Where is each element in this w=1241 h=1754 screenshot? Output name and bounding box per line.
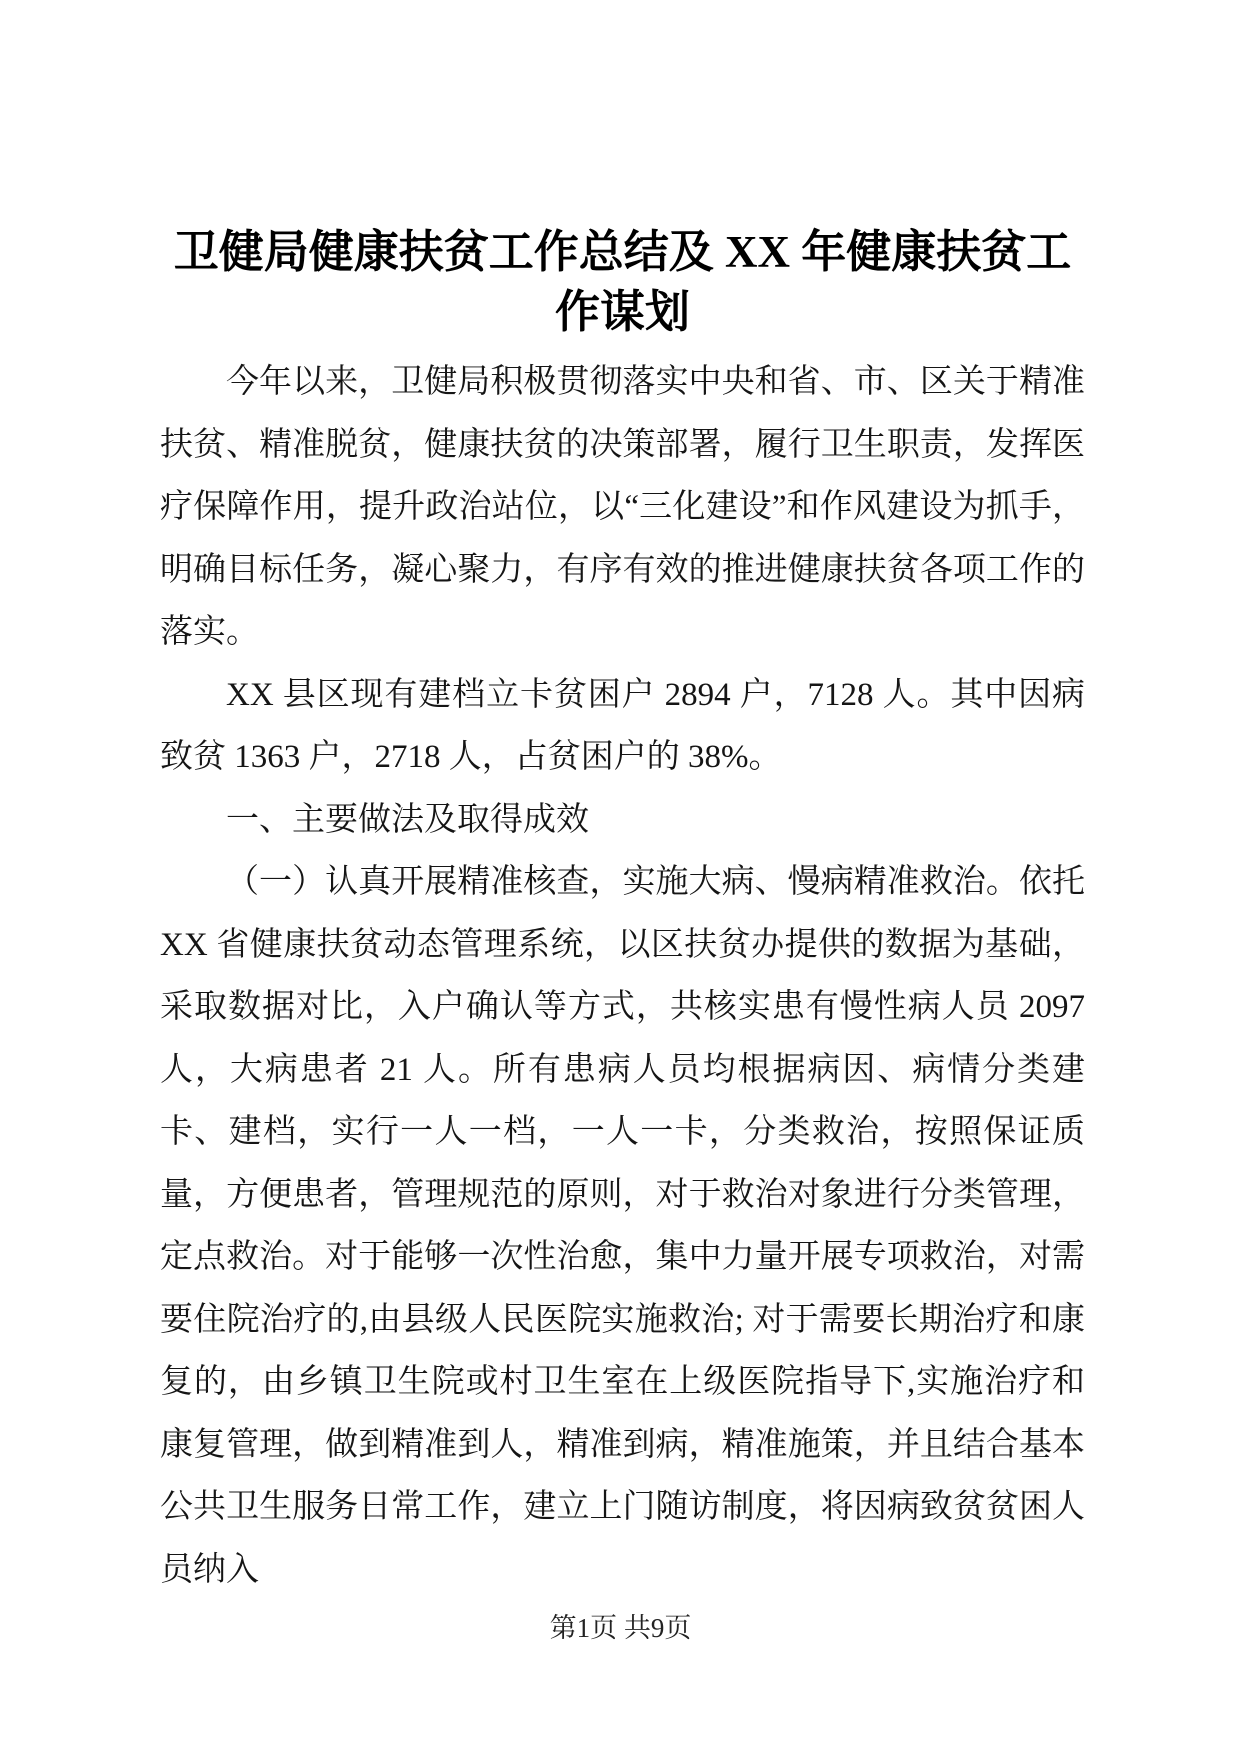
page-number-footer: 第1页 共9页: [549, 1613, 692, 1643]
body-paragraph-statistics: XX 县区现有建档立卡贫困户 2894 户，7128 人。其中因病致贫 1363 户，2718 人，占贫困户的 38%。: [160, 676, 1085, 775]
body-paragraph-intro: 今年以来，卫健局积极贯彻落实中央和省、市、区关于精准扶贫、精准脱贫，健康扶贫的决策部署，履行卫生职责，发挥医疗保障作用，提升政治站位，以“三化建设”和作风建设为抓手，明确目标任务，凝心聚力，有序有效的推进健康扶贫各项工作的落实。: [160, 364, 1085, 650]
document-title: 卫健局健康扶贫工作总结及 XX 年健康扶贫工作谋划: [173, 227, 1072, 337]
section-heading-1: 一、主要做法及取得成效: [226, 801, 589, 838]
body-paragraph-section1-1: （一）认真开展精准核查，实施大病、慢病精准救治。依托 XX 省健康扶贫动态管理系统，以区扶贫办提供的数据为基础，采取数据对比，入户确认等方式，共核实患有慢性病人员 2097 人，大病患者 21 人。所有患病人员均根据病因、病情分类建卡、建档，实行一人一档，一人一卡，分类救治，按照保证质量，方便患者，管理规范的原则，对于救治对象进行分类管理，定点救治。对于能够一次性治愈，集中力量开展专项救治，对需要住院治疗的,由县级人民医院实施救治; 对于需要长期治疗和康复的，由乡镇卫生院或村卫生室在上级医院指导下,实施治疗和康复管理，做到精准到人，精准到病，精准施策，并且结合基本公共卫生服务日常工作，建立上门随访制度，将因病致贫贫困人员纳入: [160, 864, 1085, 1588]
document-body: [160, 351, 1085, 1601]
document-content: [160, 0, 1085, 1601]
